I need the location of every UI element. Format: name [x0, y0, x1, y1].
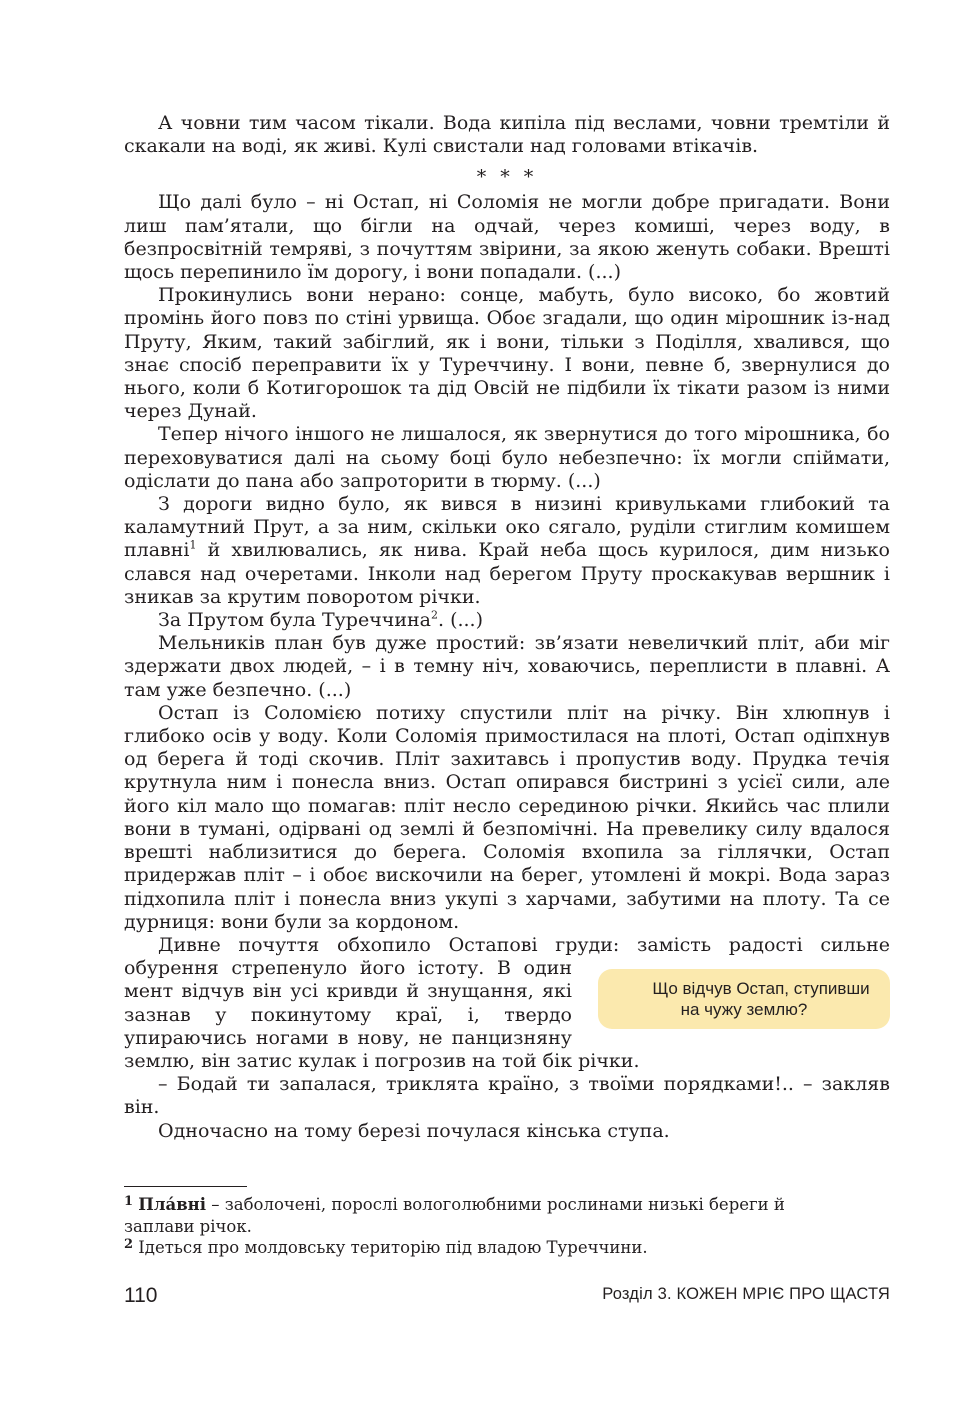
text-run: Дивне почуття обхопило Остапові груди: замість радості сильне	[158, 933, 890, 956]
main-text	[124, 112, 890, 1143]
footnote-number: 2	[124, 1237, 134, 1252]
paragraph: Мельників план був дуже простий: зв’язати невеличкий пліт, аби міг здержати двох людей, – і в темну ніч, ховаючись, переплисти в плавні. А там уже безпечно. (...)	[124, 632, 890, 701]
paragraph: А човни тим часом тікали. Вода кипіла під веслами, човни тремтіли й скакали на воді, як живі. Кулі свистали над головами втікачів.	[124, 112, 890, 158]
question-callout: Що відчув Остап, ступивши на чужу землю?	[598, 969, 890, 1029]
text-run: й хвилювались, як нива. Край неба щось курилося, дим низько слався над очеретами. Інколи над берегом Пруту проскакував вершник і зникав за крутим поворотом річки.	[124, 539, 890, 608]
text-run: За Прутом була Туреччина	[158, 609, 431, 632]
paragraph: – Бодай ти запалася, триклята країно, з твоїми порядками!.. – закляв він.	[124, 1073, 890, 1119]
footnote-term: Пла́вні	[138, 1195, 207, 1214]
footnote-number: 1	[124, 1194, 134, 1209]
paragraph: Прокинулись вони нерано: сонце, мабуть, було високо, бо жовтий промінь його повз по стіні урвища. Обоє згадали, що один мірошник із-над Пруту, Яким, такий забіглий, як і вони, тільки з Поділля, хвалився, що знає спосіб переправити їх у Туреччину. І вони, певне б, звернулися до нього, коли б Котигорошок та дід Овсій не підбили їх тікати разом із ними через Дунай.	[124, 284, 890, 423]
paragraph: Остап із Соломією потиху спустили пліт на річку. Він хлюпнув і глибоко осів у воду. Коли Соломія примостилася на плоті, Остап одіпхнув од берега й тоді скочив. Пліт захитавсь і пропустив воду. Прудка течія крутнула ним і понесла вниз. Остап опирався бистрині з усієї сили, але його кіл мало що помагав: пліт несло серединою річки. Якийсь час плили вони в тумані, одірвані од землі й безпомічні. На превелику силу вдалося врешті наблизитися до берега. Соломія вхопила за гіллячки, Остап придержав пліт – і обоє вискочили на берег, утомлені й мокрі. Вода зараз підхопила пліт і понесла вниз укупі з харчами, забутими на плоту. Та се дурниця: вони були за кордоном.	[124, 701, 890, 933]
footnote-ref-2[interactable]: 2	[430, 608, 438, 622]
text-run: З дороги видно було, як вився в низині кривульками глибокий та каламутний Прут, а за ним, скільки око сягало, руділи стиглим комишем плавні	[124, 493, 890, 562]
section-separator: * * *	[476, 166, 538, 189]
footnote-text: – заболочені, порослі вологолюбними рослинами низькі береги й заплави річок.	[124, 1195, 785, 1236]
footnote-1	[124, 1194, 844, 1237]
section-title: Розділ 3. КОЖЕН МРІЄ ПРО ЩАСТЯ	[602, 1285, 890, 1303]
paragraph: Одночасно на тому березі почулася кінська ступа.	[158, 1119, 670, 1142]
paragraph	[124, 934, 890, 1073]
footnote-ref-1[interactable]: 1	[189, 539, 197, 553]
text-run: . (...)	[437, 609, 484, 632]
footnotes	[124, 1194, 844, 1259]
footnote-text: Ідеться про молдовську територію під владою Туреччини.	[133, 1238, 648, 1257]
footnote-2	[124, 1237, 844, 1259]
paragraph	[124, 493, 890, 609]
page-number: 110	[124, 1284, 158, 1307]
paragraph: Що далі було – ні Остап, ні Соломія не могли добре пригадати. Вони лиш пам’ятали, що бігли на одчай, через комиші, через воду, в безпросвітній темряві, з почуттям звірини, за якою женуть собаки. Врешті щось перепинило їм дорогу, і вони попадали. (...)	[124, 191, 890, 284]
paragraph: Тепер нічого іншого не лишалося, як звернутися до того мірошника, бо переховуватися далі на сьому боці було небезпечно: їх могли спіймати, одіслати до пана або запроторити в тюрму. (...)	[124, 423, 890, 492]
footnote-divider	[124, 1186, 247, 1187]
paragraph	[124, 609, 890, 632]
text-run: обурення стрепенуло його істоту. В один мент відчув він усі кривди й знущання, які зазнав у покинутому краї, і, твердо упираючись ногами в нову, не панцизняну землю, він затис кулак і погрозив на той бік річки.	[124, 957, 640, 1072]
callout-paragraph-wrap	[124, 934, 890, 1073]
